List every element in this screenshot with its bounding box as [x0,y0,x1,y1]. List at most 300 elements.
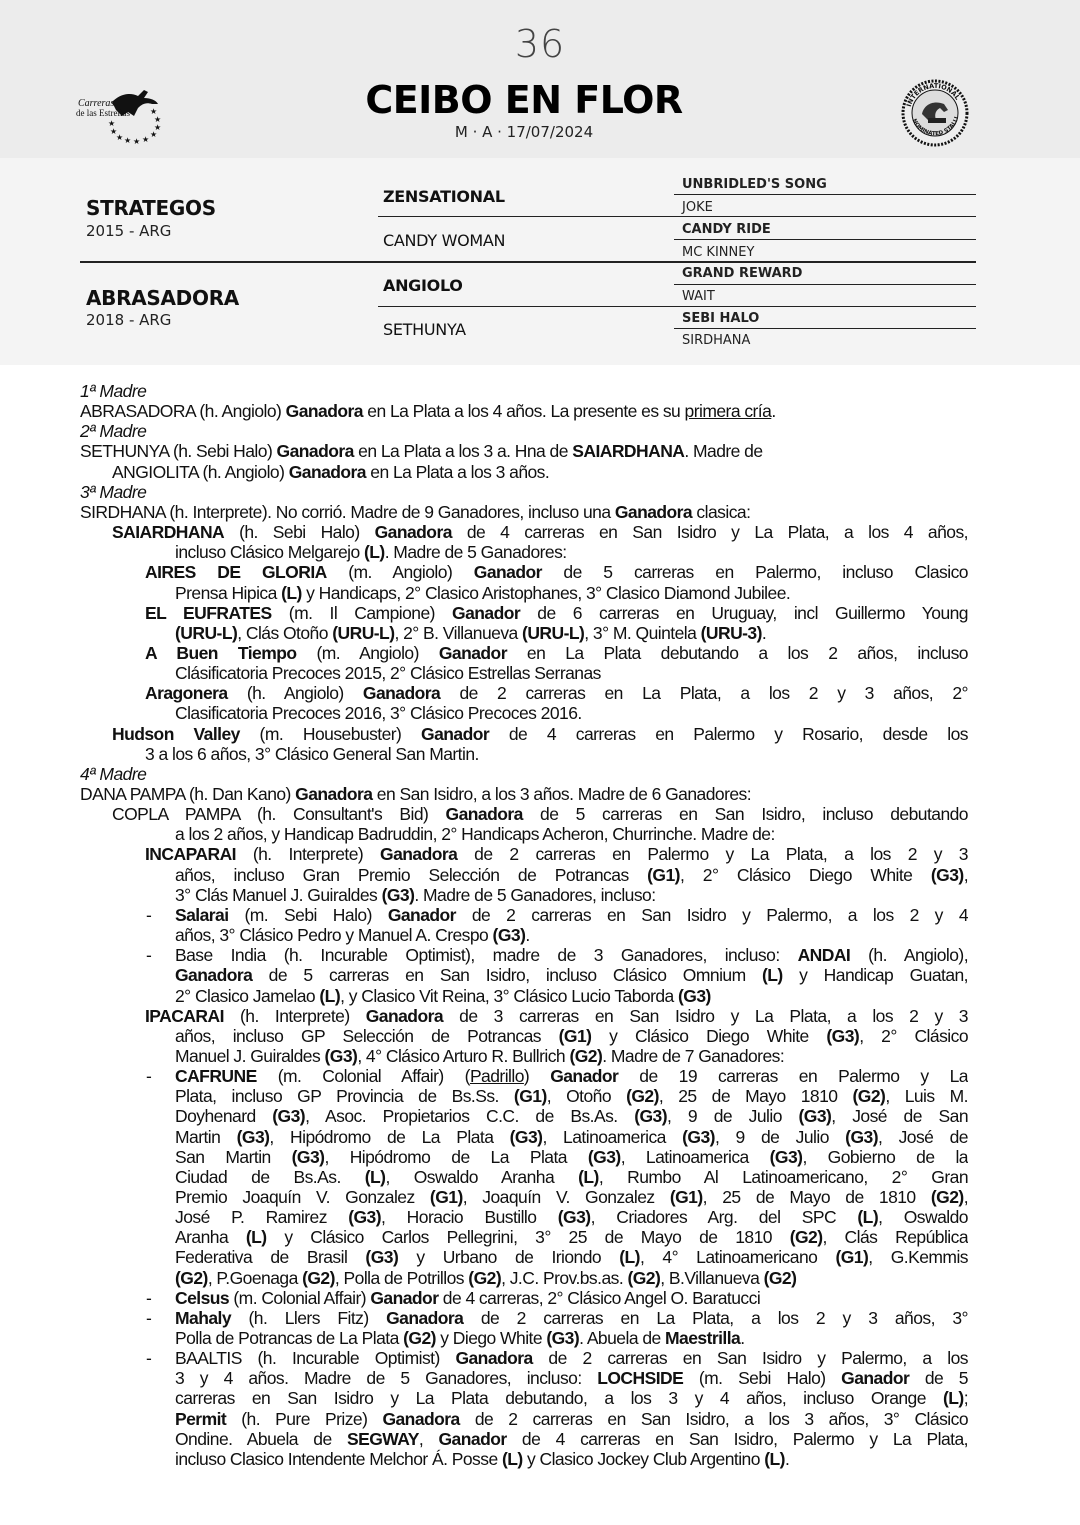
text: y Clasico Jockey Club Argentino [522,1449,765,1469]
bold-text: A Buen Tiempo [145,643,297,663]
text-line [175,1348,968,1368]
bold-text: SAIARDHANA [112,522,225,542]
bold-text: (G3) [587,1147,621,1167]
pedigree-dam-dam: SETHUNYA [383,320,466,339]
text-line [112,462,549,482]
bold-text: (URU-L) [332,623,395,643]
text: de 2 carreras en Palermo y La Plata, a los 2 y 3 [457,844,968,864]
text-line [112,522,968,542]
bold-text: Ganador [452,603,521,623]
text: SETHUNYA (h. Sebi Halo) [80,441,277,461]
text: Clasificatoria Precoces 2016, 3° Clásico Precoces 2016. [175,703,582,723]
text-line [175,945,968,965]
text: de 2 carreras en La Plata, a los 2 y 3 años, 3° [463,1308,968,1328]
text-line [175,1086,968,1106]
text-line [175,1066,968,1086]
text-line [175,1127,968,1147]
list-dash: - [146,1308,152,1328]
bold-text: (G1) [647,865,680,885]
text-line [175,1368,968,1388]
text: 3 y 4 años. Madre de 5 Ganadores, incluso: [175,1368,598,1388]
text: . Madre de 5 Ganadores, incluso: [414,885,656,905]
bold-text: IPACARAI [145,1006,224,1026]
svg-text:★: ★ [154,115,162,124]
text-line [145,603,968,623]
bold-text: Ganadora [445,804,523,824]
pedigree-gen3: SIRDHANA [682,333,751,348]
text: . [771,401,776,421]
bold-text: Ganadora [295,784,373,804]
text-line [112,724,968,744]
bold-text: (G3) [509,1127,543,1147]
text: años, incluso Gran Premio Selección de Potrancas [175,865,648,885]
text: (m. Angiolo) [326,562,474,582]
text: ABRASADORA (h. Angiolo) [80,401,286,421]
svg-text:★: ★ [133,137,141,146]
text-line [175,1429,968,1449]
bold-text: Ganadora [386,1308,464,1328]
text: de 19 carreras en Palermo y La [618,1066,968,1086]
bold-text: (G3) [557,1207,591,1227]
text: . Madre de 5 Ganadores: [384,542,567,562]
text: (m. Housebuster) [239,724,422,744]
section-heading [80,421,146,441]
pedigree-sire-dam: CANDY WOMAN [383,231,506,250]
text-line [175,885,656,905]
text: Plata, incluso GP Provincia de Bs.Ss. [175,1086,514,1106]
breeders-cup-seal-icon [900,78,970,148]
bold-text: (G2) [627,1268,661,1288]
bold-text: (G3) [272,1106,306,1126]
text: a los 2 años, y Handicap Badruddin, 2° Handicaps Acheron, Churrinche. Madre de: [175,824,775,844]
text: (h. Interprete) [223,1006,366,1026]
svg-text:★: ★ [110,127,118,136]
text: (m. Sebi Halo) [228,905,388,925]
text: (h. Interprete) [235,844,381,864]
svg-text:★: ★ [150,130,158,139]
bold-text: (G2) [852,1086,886,1106]
bold-text: (G3) [236,1127,270,1147]
italic-text: 2ª Madre [80,421,147,441]
text: Clásificatoria Precoces 2015, 2° Clásico Estrellas Serranas [175,663,601,683]
breeders-cup-seal [900,78,970,148]
text-line [175,1046,784,1066]
bold-text: Ganadora [374,522,452,542]
text: , Latinoamerica [542,1127,683,1147]
sire-info: 2015 - ARG [86,222,172,240]
text: ) [523,1066,551,1086]
text: , Clás Otoño [237,623,333,643]
text: ; [963,1388,968,1408]
bold-text: Ganador [841,1368,910,1388]
bold-text: (G2) [789,1227,823,1247]
text: , G.Kemmis [868,1247,968,1267]
bold-text: (G1) [513,1086,547,1106]
bold-text: (URU-3) [700,623,762,643]
text: 3° Clás Manuel J. Guiraldes [175,885,382,905]
text: , P.Goenaga [207,1268,303,1288]
text: , y Clasico Vit Reina, 3° Clásico Lucio Taborda [340,986,679,1006]
text: de 6 carreras en Uruguay, incl Guillermo Young [520,603,968,623]
bold-text: (L) [281,583,302,603]
text: , Asoc. Propietarios C.C. de Bs.As. [305,1106,635,1126]
text-line [145,683,968,703]
text: (m. Il Campione) [271,603,453,623]
text: de 4 carreras en San Isidro y La Plata, a los 4 años, [451,522,968,542]
text-line [175,1026,968,1046]
pedigree-divider [674,194,976,195]
text: Prensa Hipica [175,583,282,603]
pedigree-divider [674,239,976,240]
bold-text: Ganador [421,724,490,744]
bold-text: Ganador [370,1288,439,1308]
svg-text:★: ★ [142,135,150,144]
bold-text: Ganador [473,562,542,582]
text: y Clásico Carlos Pellegrini, 3° 25 de Mayo de 1810 [266,1227,790,1247]
text-line [80,441,763,461]
text: en La Plata a los 3 a. Hna de [353,441,573,461]
svg-text:INTERNATIONAL: INTERNATIONAL [904,81,962,108]
bold-text: (G2) [626,1086,659,1106]
bold-text: (G1) [669,1187,703,1207]
text: . [740,1328,745,1348]
bold-text: (G3) [826,1026,860,1046]
text: Premio Joaquín V. Gonzalez [175,1187,430,1207]
bold-text: (L) [578,1167,599,1187]
bold-text: Ganador [550,1066,619,1086]
text-line [175,1147,968,1167]
pedigree-gen3: GRAND REWARD [682,266,803,281]
text: . [525,925,530,945]
bold-text: (G1) [835,1247,869,1267]
text: , Oswaldo [878,1207,968,1227]
text: (m. Colonial Affair) ( [256,1066,470,1086]
text: , [418,1429,439,1449]
bold-text: Ganadora [285,401,363,421]
text-line [112,804,968,824]
text: (h. Pure Prize) [226,1409,383,1429]
list-dash: - [146,905,152,925]
bold-text: AIRES DE GLORIA [145,562,327,582]
text: , J.C. Prov.bs.as. [501,1268,628,1288]
bold-text: (G2) [175,1268,208,1288]
text: , Oswaldo Aranha [385,1167,579,1187]
bold-text: (G2) [468,1268,502,1288]
text: de 5 carreras en San Isidro, incluso debutando [522,804,968,824]
text-line [175,1207,968,1227]
text: , B.Villanueva [660,1268,764,1288]
text: de 3 carreras en San Isidro y La Plata, a los 2 y 3 [443,1006,968,1026]
text: . Madre de [684,441,763,461]
pedigree-divider [378,306,976,307]
bold-text: (URU-L) [175,623,238,643]
text: de 5 carreras en San Isidro, incluso Clásico Omnium [252,965,763,985]
text: y Urbano de Iriondo [398,1247,620,1267]
bold-text: (G3) [769,1147,803,1167]
dam-info: 2018 - ARG [86,311,172,329]
text: (h. Angiolo), [850,945,968,965]
list-dash: - [146,1066,152,1086]
text-line [175,824,775,844]
pedigree-sire-sire: ZENSATIONAL [383,187,505,206]
text: de 2 carreras en San Isidro y Palermo, a los 2 y 4 [455,905,968,925]
text-line [175,583,790,603]
text: 2° Clasico Jamelao [175,986,320,1006]
text: de 5 carreras en Palermo, incluso Clasico [541,562,968,582]
text: (m. Sebi Halo) [683,1368,842,1388]
bold-text: (L) [764,1449,785,1469]
text: incluso Clasico Intendente Melchor Á. Posse [175,1449,502,1469]
bold-text: (G3) [845,1127,878,1147]
text-line [145,1006,968,1026]
text: , 25 de Mayo 1810 [658,1086,853,1106]
text: (m. Angiolo) [296,643,439,663]
bold-text: (URU-L) [522,623,585,643]
text-line [175,865,968,885]
text: , Otoño [546,1086,627,1106]
bold-text: (G3) [381,885,415,905]
text-line [175,1409,968,1429]
bold-text: Ganadora [365,1006,444,1026]
text: ANGIOLITA (h. Angiolo) [112,462,289,482]
text-line [145,562,968,582]
text: San Martin [175,1147,292,1167]
text-line [80,401,776,421]
bold-text: (L) [501,1449,523,1469]
text: , José de [877,1127,968,1147]
bold-text: Ganador [438,1429,507,1449]
text: Federativa de Brasil [175,1247,366,1267]
text: incluso Clásico Melgarejo [175,542,364,562]
section-heading [80,482,146,502]
bold-text: Mahaly [175,1308,232,1328]
bold-text: Ganadora [455,1348,533,1368]
bold-text: (G3) [682,1127,715,1147]
text: , Clás República [822,1227,968,1247]
pedigree-divider [674,284,976,285]
bold-text: (L) [619,1247,640,1267]
pedigree-divider [378,216,976,217]
bold-text: CAFRUNE [175,1066,257,1086]
text: , 9 de Julio [714,1127,846,1147]
svg-text:de las Estrellas: de las Estrellas [76,108,130,118]
text: Doyhenard [175,1106,273,1126]
text: Ciudad de Bs.As. [175,1167,365,1187]
text: SIRDHANA (h. Interprete). No corrió. Madre de 9 Ganadores, incluso una [80,502,615,522]
bold-text: (G2) [930,1187,964,1207]
text: , 9 de Julio [667,1106,799,1126]
text-line [175,965,968,985]
bold-text: (G3) [634,1106,668,1126]
bold-text: (G3) [492,925,526,945]
bold-text: INCAPARAI [145,844,236,864]
text: , Luis M. [885,1086,968,1106]
text: . Madre de 7 Ganadores: [602,1046,785,1066]
text: de 4 carreras, 2° Clásico Angel O. Baratucci [438,1288,761,1308]
text-line [80,502,750,522]
text: . [761,623,767,643]
pedigree-divider [80,261,976,263]
text: Aranha [175,1227,246,1247]
text: , Hipódromo de La Plata [269,1127,510,1147]
bold-text: (G3) [365,1247,399,1267]
text-line [145,643,968,663]
pedigree-gen3: CANDY RIDE [682,222,771,237]
text: , Horacio Bustillo [381,1207,558,1227]
pedigree-divider [674,328,976,329]
bold-text: (G2) [403,1328,436,1348]
text: de 2 carreras en San Isidro, a los 3 años, 3° Clásico [459,1409,968,1429]
list-dash: - [146,1288,152,1308]
section-heading [80,764,146,784]
text-line [80,784,751,804]
text: clasica: [692,502,751,522]
bold-text: Permit [175,1409,227,1429]
bold-text: (G3) [678,986,711,1006]
text: en La Plata a los 3 años. [366,462,550,482]
text: , José de San [831,1106,968,1126]
text-line [175,905,968,925]
text: años, 3° Clásico Pedro y Manuel A. Crespo [175,925,493,945]
pedigree-gen3: MC KINNEY [682,245,755,260]
text-line [175,1308,968,1328]
bold-text: (L) [857,1207,879,1227]
bold-text: Ganadora [614,502,693,522]
bold-text: (L) [319,986,341,1006]
page-title: CEIBO EN FLOR [365,78,683,122]
italic-text: 3ª Madre [80,482,147,502]
bold-text: Ganador [438,643,507,663]
page-subtitle: M · A · 17/07/2024 [454,123,594,141]
bold-text: (L) [364,1167,386,1187]
bold-text: (L) [942,1388,964,1408]
text: , 25 de Mayo de 1810 [702,1187,931,1207]
text: 3 a los 6 años, 3° Clásico General San Martin. [145,744,479,764]
pedigree-gen3: JOKE [682,200,713,215]
bold-text: (G3) [291,1147,325,1167]
bold-text: Celsus [175,1288,230,1308]
text: (h. Llers Fitz) [231,1308,387,1328]
text: , 4° Latinoamericano [639,1247,836,1267]
text-line [175,1167,968,1187]
pedigree-dam-sire: ANGIOLO [383,276,463,295]
underlined-text: Padrillo [469,1066,524,1086]
svg-text:★: ★ [154,123,162,132]
text-line [175,663,601,683]
text: , [963,865,968,885]
text: . [784,1449,790,1469]
bold-text: (G1) [558,1026,592,1046]
pedigree-gen3: SEBI HALO [682,311,760,326]
text: (h. Angiolo) [227,683,363,703]
bold-text: (L) [363,542,385,562]
text: COPLA PAMPA (h. Consultant's Bid) [112,804,446,824]
text: , 4° Clásico Arturo R. Bullrich [357,1046,570,1066]
text-line [175,1247,968,1267]
text-line [175,542,567,562]
text: y Clásico Diego White [591,1026,827,1046]
text: , Criadores Arg. del SPC [590,1207,858,1227]
text: , Latinoamerica [620,1147,770,1167]
text: de 4 carreras en Palermo y Rosario, desde los [489,724,968,744]
text: (m. Colonial Affair) [229,1288,371,1308]
italic-text: 4ª Madre [80,764,147,784]
text-line [145,844,968,864]
svg-text:★: ★ [124,136,132,145]
bold-text: (G3) [348,1207,382,1227]
bold-text: (G3) [324,1046,358,1066]
text: (h. Sebi Halo) [224,522,375,542]
text-line [175,1288,760,1308]
list-dash: - [146,945,152,965]
text-line [175,623,766,643]
bold-text: Hudson Valley [112,724,240,744]
page-number: 36 [514,22,566,66]
text-line [175,1227,968,1247]
bold-text: (L) [245,1227,267,1247]
bold-text: (G2) [763,1268,797,1288]
text: de 4 carreras en San Isidro, Palermo y La Plata, [506,1429,968,1449]
text-line [175,1449,789,1469]
text: Ondine. Abuela de [175,1429,347,1449]
bold-text: Maestrilla [665,1328,741,1348]
bold-text: (G2) [302,1268,335,1288]
text: , Gobierno de la [802,1147,968,1167]
text-line [145,744,479,764]
text: , Hipódromo de La Plata [324,1147,588,1167]
text: en La Plata debutando a los 2 años, incluso [506,643,968,663]
text: , 2° B. Villanueva [394,623,523,643]
bold-text: (G3) [930,865,964,885]
text: de 5 [909,1368,968,1388]
list-dash: - [146,1348,152,1368]
text: , Joaquín V. Gonzalez [462,1187,670,1207]
text: , 2° Clásico Diego White [679,865,931,885]
pedigree-gen3: WAIT [682,289,715,304]
bold-text: Ganadora [175,965,253,985]
svg-text:★: ★ [150,107,158,116]
text: , [963,1187,968,1207]
text: , 2° Clásico [859,1026,968,1046]
text: , 3° M. Quintela [584,623,701,643]
text: de 2 carreras en La Plata, a los 2 y 3 años, 2° [440,683,968,703]
bold-text: (G3) [798,1106,832,1126]
svg-text:★: ★ [116,133,124,142]
text-line [175,1187,968,1207]
bold-text: EL EUFRATES [145,603,272,623]
text: Base India (h. Incurable Optimist), madre de 3 Ganadores, incluso: [175,945,798,965]
text-line [175,1268,796,1288]
dam-name: ABRASADORA [86,286,239,310]
svg-text:Carreras: Carreras [78,98,115,109]
svg-text:★: ★ [108,119,116,128]
bold-text: Ganadora [380,844,458,864]
text: , Rumbo Al Latinoamericano, 2° Gran [598,1167,968,1187]
text: , Polla de Potrillos [334,1268,469,1288]
text: en San Isidro, a los 3 años. Madre de 6 Ganadores: [372,784,752,804]
text-line [175,1328,745,1348]
bold-text: (G3) [546,1328,580,1348]
text: y Handicaps, 2° Clasico Aristophanes, 3° Clasico Diamond Jubilee. [301,583,791,603]
bold-text: Ganadora [382,1409,460,1429]
bold-text: LOCHSIDE [597,1368,684,1388]
text: Martin [175,1127,237,1147]
pedigree-gen3: UNBRIDLED'S SONG [682,177,827,192]
text: BAALTIS (h. Incurable Optimist) [175,1348,456,1368]
text-line [175,703,582,723]
text-line [175,925,530,945]
bold-text: Aragonera [145,683,228,703]
